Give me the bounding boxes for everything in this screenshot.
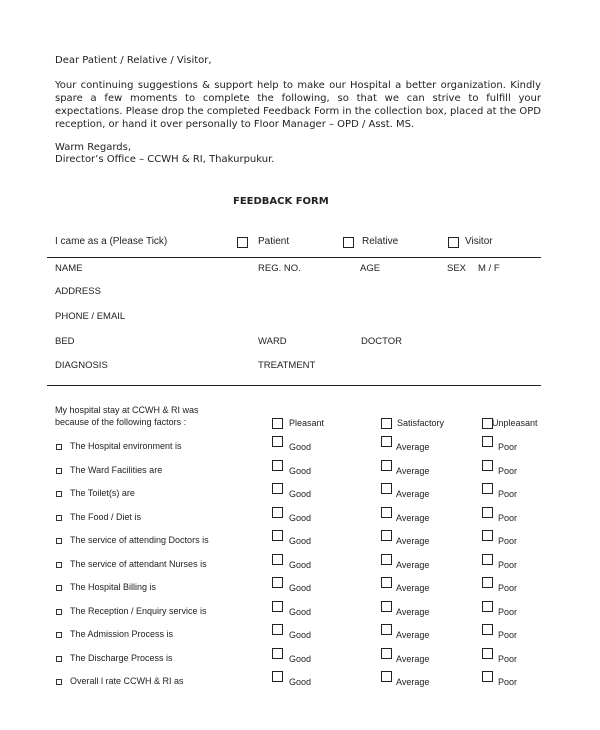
- good-checkbox[interactable]: [272, 483, 283, 494]
- factor-label: The Food / Diet is: [70, 512, 142, 522]
- poor-label: Poor: [498, 489, 518, 499]
- poor-label: Poor: [498, 442, 518, 452]
- factor-label: The Hospital environment is: [70, 441, 182, 451]
- bullet-icon: [56, 538, 62, 544]
- good-checkbox[interactable]: [272, 624, 283, 635]
- poor-checkbox[interactable]: [482, 436, 493, 447]
- treatment-field[interactable]: TREATMENT: [258, 360, 316, 371]
- factor-label: The service of attendant Nurses is: [70, 559, 207, 569]
- good-label: Good: [289, 607, 312, 617]
- unpleasant-label: Unpleasant: [492, 418, 538, 428]
- poor-label: Poor: [498, 583, 518, 593]
- average-checkbox[interactable]: [381, 483, 392, 494]
- diagnosis-field[interactable]: DIAGNOSIS: [55, 360, 108, 371]
- doctor-field[interactable]: DOCTOR: [361, 336, 402, 347]
- reg-no-field[interactable]: REG. NO.: [258, 263, 301, 274]
- bullet-icon: [56, 562, 62, 568]
- average-checkbox[interactable]: [381, 671, 392, 682]
- factor-label: The Reception / Enquiry service is: [70, 606, 207, 616]
- divider: [47, 385, 541, 386]
- bullet-icon: [56, 632, 62, 638]
- average-checkbox[interactable]: [381, 436, 392, 447]
- good-checkbox[interactable]: [272, 507, 283, 518]
- name-field[interactable]: NAME: [55, 263, 83, 274]
- poor-label: Poor: [498, 607, 518, 617]
- average-label: Average: [396, 560, 430, 570]
- pleasant-label: Pleasant: [289, 418, 325, 428]
- good-checkbox[interactable]: [272, 436, 283, 447]
- good-label: Good: [289, 489, 312, 499]
- average-label: Average: [396, 654, 430, 664]
- bullet-icon: [56, 585, 62, 591]
- average-checkbox[interactable]: [381, 577, 392, 588]
- poor-checkbox[interactable]: [482, 624, 493, 635]
- poor-checkbox[interactable]: [482, 460, 493, 471]
- good-label: Good: [289, 442, 312, 452]
- address-field[interactable]: ADDRESS: [55, 286, 101, 297]
- poor-label: Poor: [498, 560, 518, 570]
- good-label: Good: [289, 513, 312, 523]
- poor-label: Poor: [498, 536, 518, 546]
- patient-label: Patient: [258, 236, 290, 247]
- factor-label: Overall l rate CCWH & RI as: [70, 676, 184, 686]
- average-label: Average: [396, 630, 430, 640]
- poor-checkbox[interactable]: [482, 530, 493, 541]
- average-label: Average: [396, 466, 430, 476]
- factor-label: The service of attending Doctors is: [70, 535, 209, 545]
- stay-question-line2: because of the following factors :: [55, 417, 187, 427]
- bullet-icon: [56, 515, 62, 521]
- good-checkbox[interactable]: [272, 460, 283, 471]
- average-label: Average: [396, 607, 430, 617]
- good-checkbox[interactable]: [272, 671, 283, 682]
- poor-checkbox[interactable]: [482, 601, 493, 612]
- letter-body: Your continuing suggestions & support help to make our Hospital a better organization. Kindly spare a few moments to complete the following, so that we can strive to fulfill your expectations. Please drop the completed Feedback Form in the collection box, placed at the OPD reception, or hand it over personally to Floor Manager – OPD / Asst. MS.: [55, 80, 541, 130]
- closing: Warm Regards,: [55, 142, 132, 153]
- poor-label: Poor: [498, 513, 518, 523]
- patient-checkbox[interactable]: [237, 237, 248, 248]
- good-checkbox[interactable]: [272, 554, 283, 565]
- good-label: Good: [289, 677, 312, 687]
- came-as-label: I came as a (Please Tick): [55, 236, 168, 247]
- satisfactory-checkbox[interactable]: [381, 418, 392, 429]
- good-label: Good: [289, 583, 312, 593]
- poor-checkbox[interactable]: [482, 483, 493, 494]
- average-label: Average: [396, 583, 430, 593]
- good-checkbox[interactable]: [272, 601, 283, 612]
- poor-label: Poor: [498, 630, 518, 640]
- average-label: Average: [396, 513, 430, 523]
- visitor-checkbox[interactable]: [448, 237, 459, 248]
- phone-email-field[interactable]: PHONE / EMAIL: [55, 311, 126, 322]
- relative-checkbox[interactable]: [343, 237, 354, 248]
- good-label: Good: [289, 466, 312, 476]
- average-label: Average: [396, 536, 430, 546]
- average-label: Average: [396, 442, 430, 452]
- signature: Director’s Office – CCWH & RI, Thakurpukur.: [55, 154, 275, 165]
- good-label: Good: [289, 630, 312, 640]
- average-checkbox[interactable]: [381, 460, 392, 471]
- age-field[interactable]: AGE: [360, 263, 381, 274]
- good-label: Good: [289, 654, 312, 664]
- poor-checkbox[interactable]: [482, 577, 493, 588]
- pleasant-checkbox[interactable]: [272, 418, 283, 429]
- factor-label: The Ward Facilities are: [70, 465, 163, 475]
- factor-label: The Toilet(s) are: [70, 488, 135, 498]
- bullet-icon: [56, 656, 62, 662]
- average-checkbox[interactable]: [381, 530, 392, 541]
- satisfactory-label: Satisfactory: [397, 418, 445, 428]
- bullet-icon: [56, 444, 62, 450]
- ward-field[interactable]: WARD: [258, 336, 287, 347]
- average-checkbox[interactable]: [381, 624, 392, 635]
- poor-checkbox[interactable]: [482, 648, 493, 659]
- visitor-label: Visitor: [465, 236, 493, 247]
- good-label: Good: [289, 560, 312, 570]
- poor-label: Poor: [498, 654, 518, 664]
- poor-label: Poor: [498, 677, 518, 687]
- average-label: Average: [396, 489, 430, 499]
- factor-label: The Discharge Process is: [70, 653, 173, 663]
- average-label: Average: [396, 677, 430, 687]
- factor-label: The Admission Process is: [70, 629, 174, 639]
- divider: [47, 257, 541, 258]
- bullet-icon: [56, 491, 62, 497]
- stay-question-line1: My hospital stay at CCWH & RI was: [55, 405, 199, 415]
- relative-label: Relative: [362, 236, 399, 247]
- form-title: FEEDBACK FORM: [233, 196, 329, 207]
- poor-checkbox[interactable]: [482, 507, 493, 518]
- poor-checkbox[interactable]: [482, 671, 493, 682]
- sex-field[interactable]: SEX: [447, 263, 467, 274]
- good-checkbox[interactable]: [272, 530, 283, 541]
- good-checkbox[interactable]: [272, 648, 283, 659]
- poor-label: Poor: [498, 466, 518, 476]
- sex-options: M / F: [478, 263, 500, 274]
- bullet-icon: [56, 679, 62, 685]
- average-checkbox[interactable]: [381, 507, 392, 518]
- bullet-icon: [56, 609, 62, 615]
- good-label: Good: [289, 536, 312, 546]
- poor-checkbox[interactable]: [482, 554, 493, 565]
- average-checkbox[interactable]: [381, 648, 392, 659]
- good-checkbox[interactable]: [272, 577, 283, 588]
- average-checkbox[interactable]: [381, 601, 392, 612]
- bed-field[interactable]: BED: [55, 336, 75, 347]
- greeting: Dear Patient / Relative / Visitor,: [55, 55, 212, 66]
- bullet-icon: [56, 468, 62, 474]
- factor-label: The Hospital Billing is: [70, 582, 157, 592]
- average-checkbox[interactable]: [381, 554, 392, 565]
